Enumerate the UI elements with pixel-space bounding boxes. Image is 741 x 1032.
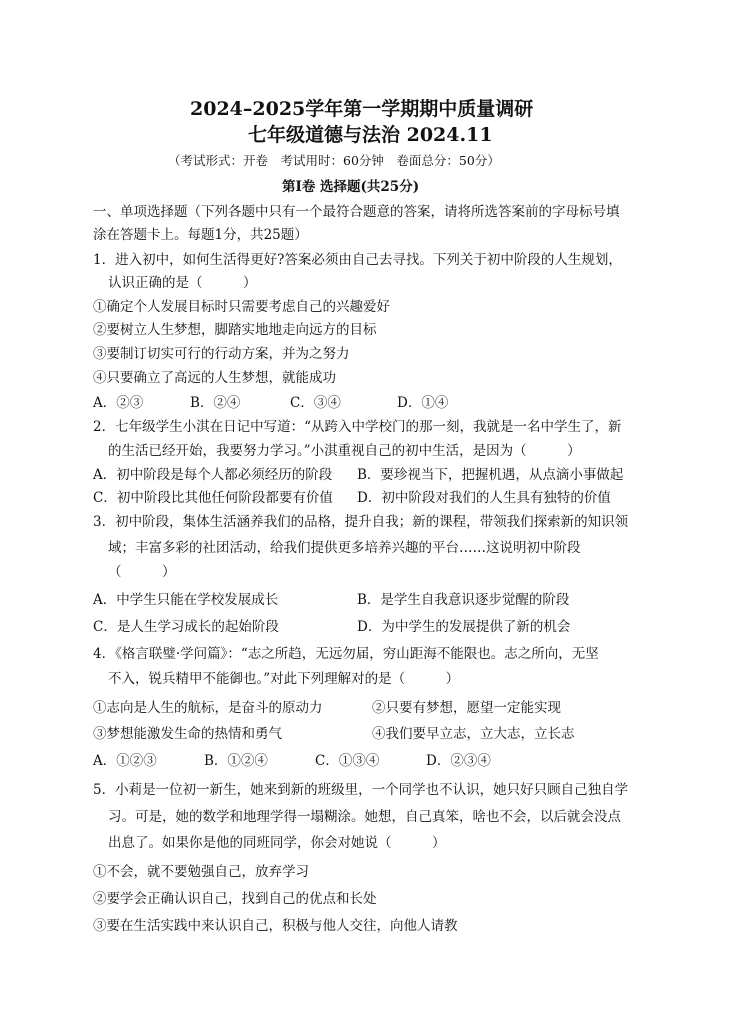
q4-stem: 4．《格言联璧·学问篇》：“志之所趋，无远勿届，穷山距海不能限也。志之所向，无坚	[93, 646, 599, 662]
q4-statement-4: ④我们要早立志，立大志，立长志	[372, 726, 575, 742]
q5-stem-cont: 习。可是，她的数学和地理学得一塌糊涂。她想，自己真笨，啥也不会，以后就会没点	[108, 809, 621, 825]
q2-option-d: D．初中阶段对我们的人生具有独特的价值	[357, 490, 611, 506]
q4-option-d: D．②③④	[426, 753, 491, 769]
q4-option-a: A．①②③	[93, 753, 157, 769]
q2-option-b: B．要珍视当下，把握机遇，从点滴小事做起	[357, 467, 624, 483]
q1-stem: 1．进入初中，如何生活得更好?答案必须由自己去寻找。下列关于初中阶段的人生规划，	[93, 252, 622, 268]
exam-subtitle: 七年级道德与法治 2024.11	[248, 124, 493, 146]
q2-option-c: C．初中阶段比其他任何阶段都要有价值	[93, 490, 333, 506]
q1-option-b: B．②④	[190, 395, 241, 411]
q1-option-a: A．②③	[93, 395, 144, 411]
q5-stem: 5．小莉是一位初一新生，她来到新的班级里，一个同学也不认识，她只好只顾自己独自学	[93, 782, 629, 798]
q1-statement-4: ④只要确立了高远的人生梦想，就能成功	[93, 370, 336, 386]
q3-option-d: D．为中学生的发展提供了新的机会	[357, 619, 571, 635]
exam-info: （考试形式：开卷 考试用时：60分钟 卷面总分：50分）	[168, 153, 500, 168]
q3-option-b: B．是学生自我意识逐步觉醒的阶段	[357, 592, 570, 608]
q1-stem-cont: 认识正确的是（ ）	[108, 275, 257, 291]
instructions-line2: 涂在答题卡上。每题1分，共25题）	[93, 227, 308, 243]
q5-statement-1: ①不会，就不要勉强自己，放弃学习	[93, 864, 309, 880]
q3-stem-cont: 域；丰富多彩的社团活动，给我们提供更多培养兴趣的平台……这说明初中阶段	[108, 540, 581, 556]
q3-stem: 3．初中阶段，集体生活涵养我们的品格，提升自我；新的课程，带领我们探索新的知识领	[93, 514, 629, 530]
q1-option-c: C．③④	[290, 395, 341, 411]
q1-statement-3: ③要制订切实可行的行动方案，并为之努力	[93, 346, 350, 362]
q4-statement-2: ②只要有梦想，愿望一定能实现	[372, 700, 561, 716]
instructions-line1: 一、单项选择题（下列各题中只有一个最符合题意的答案，请将所选答案前的字母标号填	[93, 204, 620, 220]
q2-option-a: A．初中阶段是每个人都必须经历的阶段	[93, 467, 333, 483]
q4-statement-1: ①志向是人生的航标，是奋斗的原动力	[93, 700, 323, 716]
q5-stem-cont2: 出息了。如果你是他的同班同学，你会对她说（ ）	[108, 835, 446, 851]
q1-statement-1: ①确定个人发展目标时只需要考虑自己的兴趣爱好	[93, 299, 390, 315]
q1-option-d: D．①④	[397, 395, 449, 411]
exam-title: 2024–2025学年第一学期期中质量调研	[190, 98, 534, 120]
q4-option-b: B．①②④	[204, 753, 268, 769]
q4-stem-cont: 不入，锐兵精甲不能御也。”对此下列理解对的是（ ）	[108, 671, 460, 687]
q4-option-c: C．①③④	[315, 753, 380, 769]
q4-statement-3: ③梦想能激发生命的热情和勇气	[93, 726, 282, 742]
q1-statement-2: ②要树立人生梦想，脚踏实地地走向远方的目标	[93, 322, 377, 338]
q5-statement-3: ③要在生活实践中来认识自己，积极与他人交往，向他人请教	[93, 918, 458, 934]
section-title: 第Ⅰ卷 选择题(共25分)	[282, 179, 420, 195]
q3-stem-blank: （ ）	[108, 564, 176, 580]
q3-option-a: A．中学生只能在学校发展成长	[93, 592, 279, 608]
q3-option-c: C．是人生学习成长的起始阶段	[93, 619, 279, 635]
q2-stem-cont: 的生活已经开始，我要努力学习。”小淇重视自己的初中生活，是因为（ ）	[108, 443, 581, 459]
q2-stem: 2．七年级学生小淇在日记中写道：“从跨入中学校门的那一刻，我就是一名中学生了，新	[93, 419, 622, 435]
q5-statement-2: ②要学会正确认识自己，找到自己的优点和长处	[93, 891, 377, 907]
